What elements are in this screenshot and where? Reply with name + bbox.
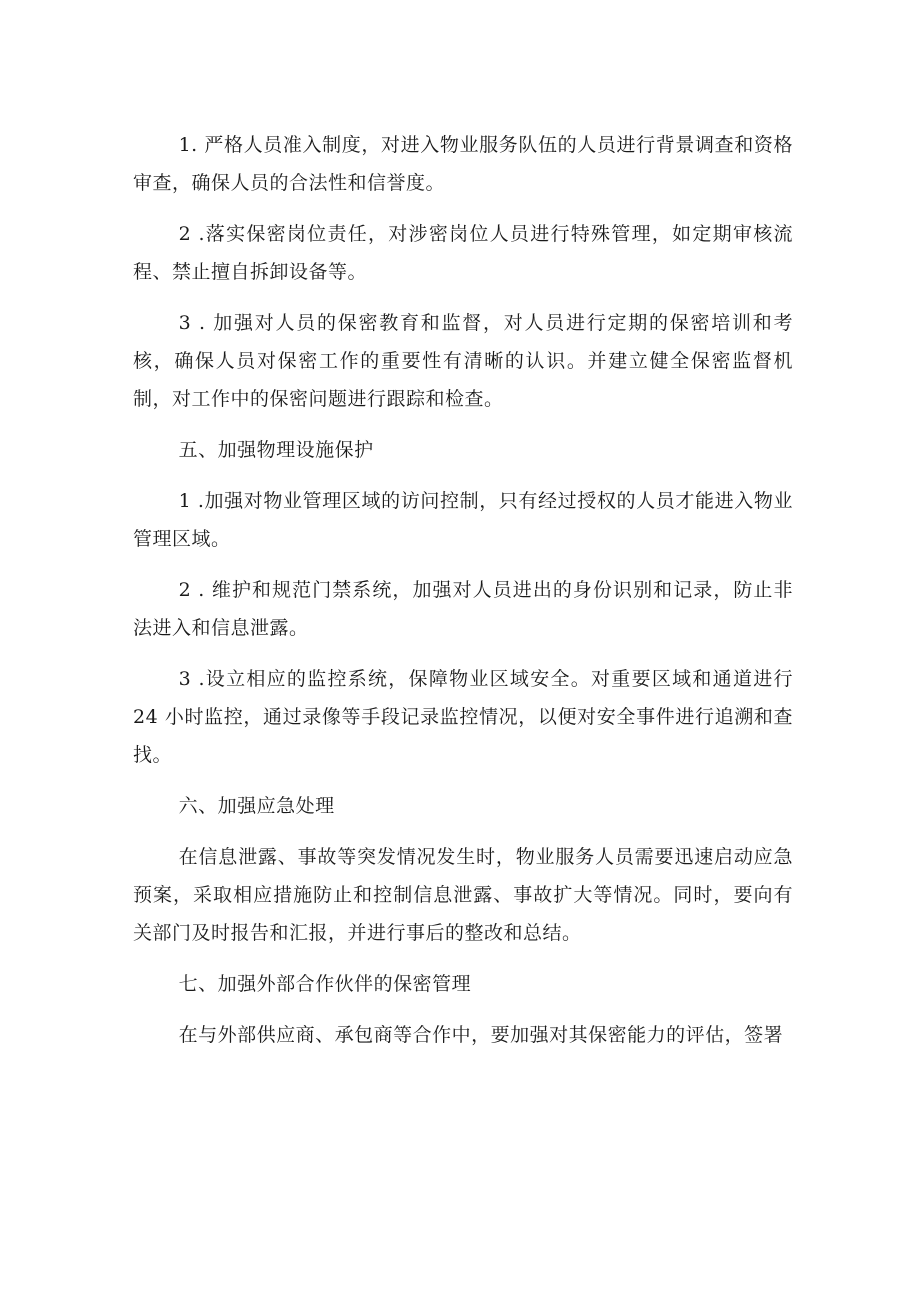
document-body — [133, 126, 793, 1067]
para-monitoring-system: 3 .设立相应的监控系统，保障物业区域安全。对重要区域和通道进行24 小时监控，通过录像等手段记录监控情况，以便对安全事件进行追溯和查找。 — [133, 668, 793, 766]
heading-section-7: 七、加强外部合作伙伴的保密管理 — [178, 973, 472, 995]
para-education-supervision: 3 . 加强对人员的保密教育和监督，对人员进行定期的保密培训和考核，确保人员对保密工作的重要性有清晰的认识。并建立健全保密监督机制，对工作中的保密问题进行跟踪和检查。 — [133, 312, 793, 410]
heading-section-6: 六、加强应急处理 — [178, 795, 335, 817]
para-door-system: 2 . 维护和规范门禁系统，加强对人员进出的身份识别和记录，防止非法进入和信息泄露。 — [133, 579, 793, 639]
para-emergency: 在信息泄露、事故等突发情况发生时，物业服务人员需要迅速启动应急预案，采取相应措施防止和控制信息泄露、事故扩大等情况。同时，要向有关部门及时报告和汇报，并进行事后的整改和总结。 — [133, 846, 793, 944]
para-external-partners: 在与外部供应商、承包商等合作中，要加强对其保密能力的评估，签署 — [178, 1024, 784, 1046]
para-personnel-access: 1. 严格人员准入制度，对进入物业服务队伍的人员进行背景调查和资格审查，确保人员的合法性和信誉度。 — [133, 134, 793, 194]
para-post-responsibility: 2 .落实保密岗位责任，对涉密岗位人员进行特殊管理，如定期审核流程、禁止擅自拆卸设备等。 — [133, 223, 793, 283]
heading-section-5: 五、加强物理设施保护 — [178, 439, 374, 461]
para-access-control: 1 .加强对物业管理区域的访问控制，只有经过授权的人员才能进入物业管理区域。 — [133, 490, 793, 550]
